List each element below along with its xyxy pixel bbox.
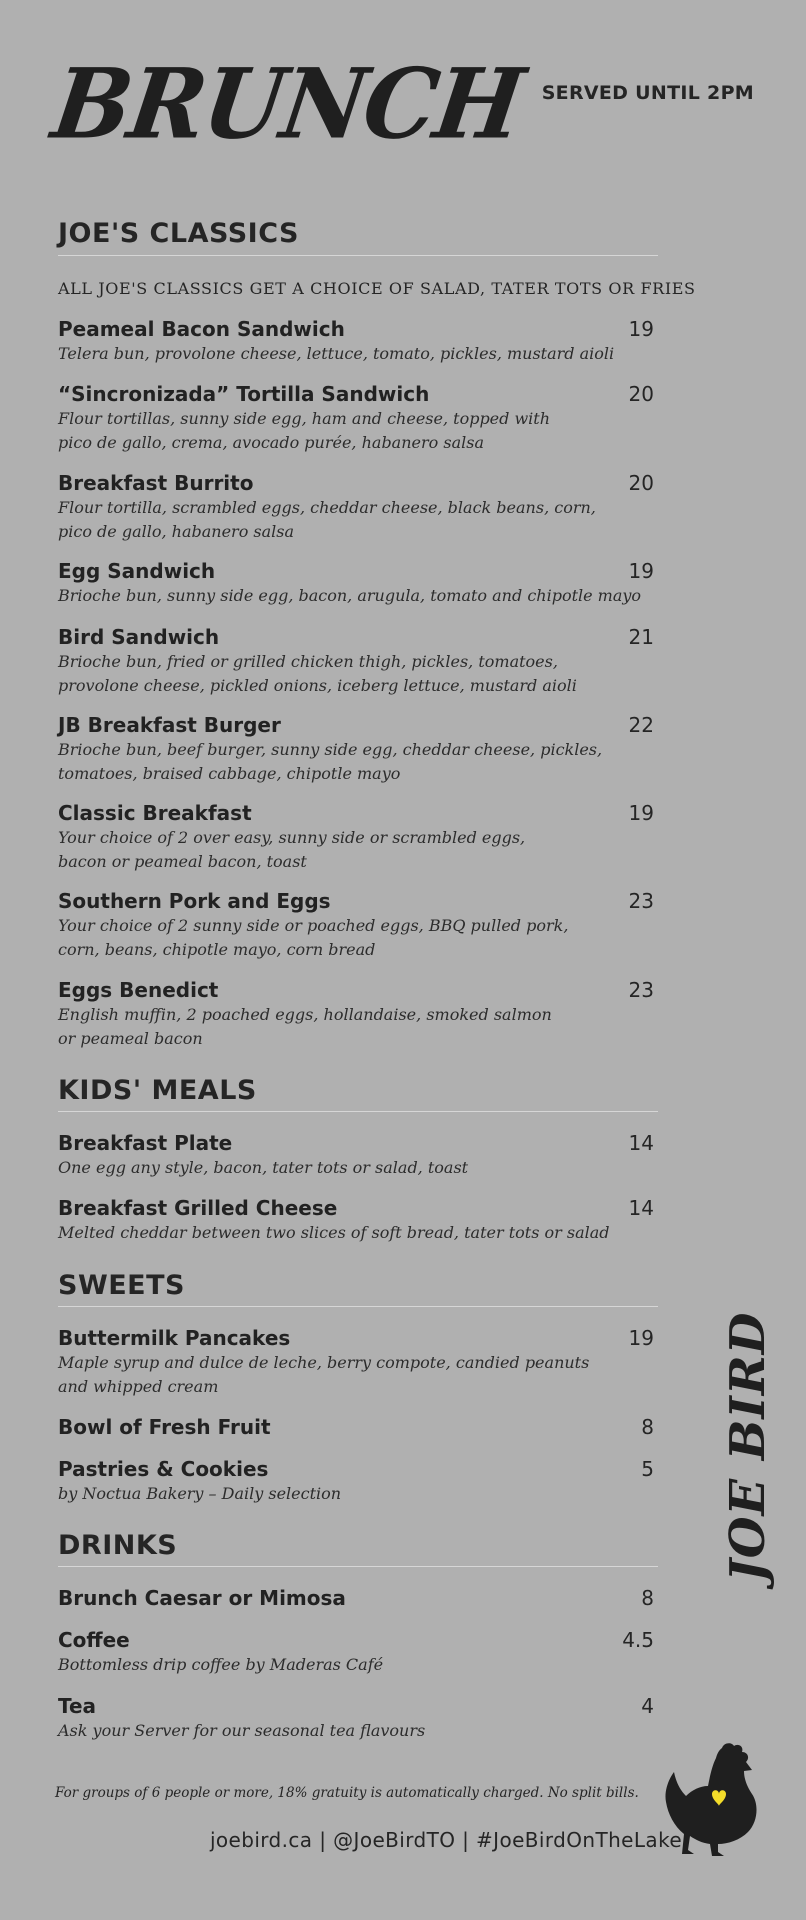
section-divider xyxy=(58,255,658,256)
item-description: Ask your Server for our seasonal tea flavours xyxy=(58,1721,426,1740)
item-description: bacon or peameal bacon, toast xyxy=(58,852,307,871)
item-name: Bowl of Fresh Fruit xyxy=(58,1415,271,1439)
item-name: Coffee xyxy=(58,1628,130,1652)
item-description: corn, beans, chipotle mayo, corn bread xyxy=(58,940,376,959)
menu-item xyxy=(58,1130,658,1180)
menu-item xyxy=(58,316,658,366)
item-description: English muffin, 2 poached eggs, hollandaise, smoked salmon xyxy=(58,1005,552,1024)
item-price: 23 xyxy=(628,889,654,913)
item-name: Classic Breakfast xyxy=(58,801,252,825)
menu-item xyxy=(58,558,658,608)
item-price: 14 xyxy=(628,1131,654,1155)
item-name: Breakfast Plate xyxy=(58,1131,233,1155)
item-price: 5 xyxy=(641,1457,654,1481)
section-divider xyxy=(58,1566,658,1567)
menu-item xyxy=(58,1195,658,1245)
menu-item xyxy=(58,624,658,698)
item-name: Eggs Benedict xyxy=(58,978,219,1002)
served-until-label: SERVED UNTIL 2PM xyxy=(541,82,754,104)
item-description: Your choice of 2 sunny side or poached eggs, BBQ pulled pork, xyxy=(58,916,569,935)
item-description: or peameal bacon xyxy=(58,1029,203,1048)
menu-item xyxy=(58,381,658,455)
page-title: BRUNCH xyxy=(46,47,529,161)
section-heading-sweets: SWEETS xyxy=(58,1270,185,1301)
item-description: Brioche bun, fried or grilled chicken thigh, pickles, tomatoes, xyxy=(58,652,558,671)
menu-item xyxy=(58,800,658,874)
item-name: Breakfast Grilled Cheese xyxy=(58,1196,338,1220)
item-price: 21 xyxy=(628,625,654,649)
logo-text: JOE BIRD xyxy=(720,1311,776,1582)
section-heading-kids: KIDS' MEALS xyxy=(58,1075,257,1106)
item-price: 8 xyxy=(641,1586,654,1610)
item-description: Brioche bun, beef burger, sunny side egg, cheddar cheese, pickles, xyxy=(58,740,603,759)
gratuity-note: For groups of 6 people or more, 18% gratuity is automatically charged. No split bills. xyxy=(55,1785,639,1801)
item-description: Telera bun, provolone cheese, lettuce, tomato, pickles, mustard aioli xyxy=(58,344,615,363)
item-price: 19 xyxy=(628,317,654,341)
item-price: 20 xyxy=(628,471,654,495)
footer-links xyxy=(0,1828,806,1852)
item-price: 23 xyxy=(628,978,654,1002)
item-name: Buttermilk Pancakes xyxy=(58,1326,291,1350)
menu-item xyxy=(58,1325,658,1399)
item-name: Breakfast Burrito xyxy=(58,471,254,495)
item-price: 8 xyxy=(641,1415,654,1439)
item-description: Your choice of 2 over easy, sunny side or scrambled eggs, xyxy=(58,828,526,847)
item-price: 19 xyxy=(628,559,654,583)
item-price: 4.5 xyxy=(622,1628,654,1652)
item-description: provolone cheese, pickled onions, iceberg lettuce, mustard aioli xyxy=(58,676,577,695)
item-price: 4 xyxy=(641,1694,654,1718)
menu-item xyxy=(58,1627,658,1677)
item-name: “Sincronizada” Tortilla Sandwich xyxy=(58,382,430,406)
item-name: Peameal Bacon Sandwich xyxy=(58,317,345,341)
item-description: and whipped cream xyxy=(58,1377,219,1396)
item-description: Bottomless drip coffee by Maderas Café xyxy=(58,1655,384,1674)
item-name: Egg Sandwich xyxy=(58,559,216,583)
item-name: JB Breakfast Burger xyxy=(58,713,281,737)
item-name: Brunch Caesar or Mimosa xyxy=(58,1586,346,1610)
item-name: Southern Pork and Eggs xyxy=(58,889,331,913)
item-price: 19 xyxy=(628,1326,654,1350)
menu-item xyxy=(58,1585,658,1611)
menu-item xyxy=(58,1456,658,1506)
item-price: 20 xyxy=(628,382,654,406)
item-description: Maple syrup and dulce de leche, berry compote, candied peanuts xyxy=(58,1353,590,1372)
item-description: Flour tortillas, sunny side egg, ham and cheese, topped with xyxy=(58,409,551,428)
item-description: pico de gallo, crema, avocado purée, habanero salsa xyxy=(58,433,484,452)
menu-item xyxy=(58,712,658,786)
item-price: 22 xyxy=(628,713,654,737)
item-price: 19 xyxy=(628,801,654,825)
item-description: Melted cheddar between two slices of soft bread, tater tots or salad xyxy=(58,1223,610,1242)
menu-item xyxy=(58,888,658,962)
item-name: Tea xyxy=(58,1694,97,1718)
classics-note: ALL JOE'S CLASSICS GET A CHOICE OF SALAD, TATER TOTS OR FRIES xyxy=(58,279,696,298)
joe-bird-logo xyxy=(720,1312,776,1582)
section-divider xyxy=(58,1111,658,1112)
menu-item xyxy=(58,1693,658,1743)
item-name: Bird Sandwich xyxy=(58,625,220,649)
item-description: pico de gallo, habanero salsa xyxy=(58,522,295,541)
menu-item xyxy=(58,977,658,1051)
menu-item xyxy=(58,1414,658,1440)
section-divider xyxy=(58,1306,658,1307)
item-name: Pastries & Cookies xyxy=(58,1457,269,1481)
item-description: by Noctua Bakery – Daily selection xyxy=(58,1484,342,1503)
item-description: Flour tortilla, scrambled eggs, cheddar cheese, black beans, corn, xyxy=(58,498,596,517)
item-description: Brioche bun, sunny side egg, bacon, arugula, tomato and chipotle mayo xyxy=(58,586,642,605)
item-description: tomatoes, braised cabbage, chipotle mayo xyxy=(58,764,401,783)
item-description: One egg any style, bacon, tater tots or salad, toast xyxy=(58,1158,469,1177)
menu-item xyxy=(58,470,658,544)
footer-links-text[interactable]: joebird.ca | @JoeBirdTO | #JoeBirdOnTheLake xyxy=(209,1828,683,1852)
item-price: 14 xyxy=(628,1196,654,1220)
section-heading-drinks: DRINKS xyxy=(58,1530,178,1561)
section-heading-classics: JOE'S CLASSICS xyxy=(58,218,299,249)
